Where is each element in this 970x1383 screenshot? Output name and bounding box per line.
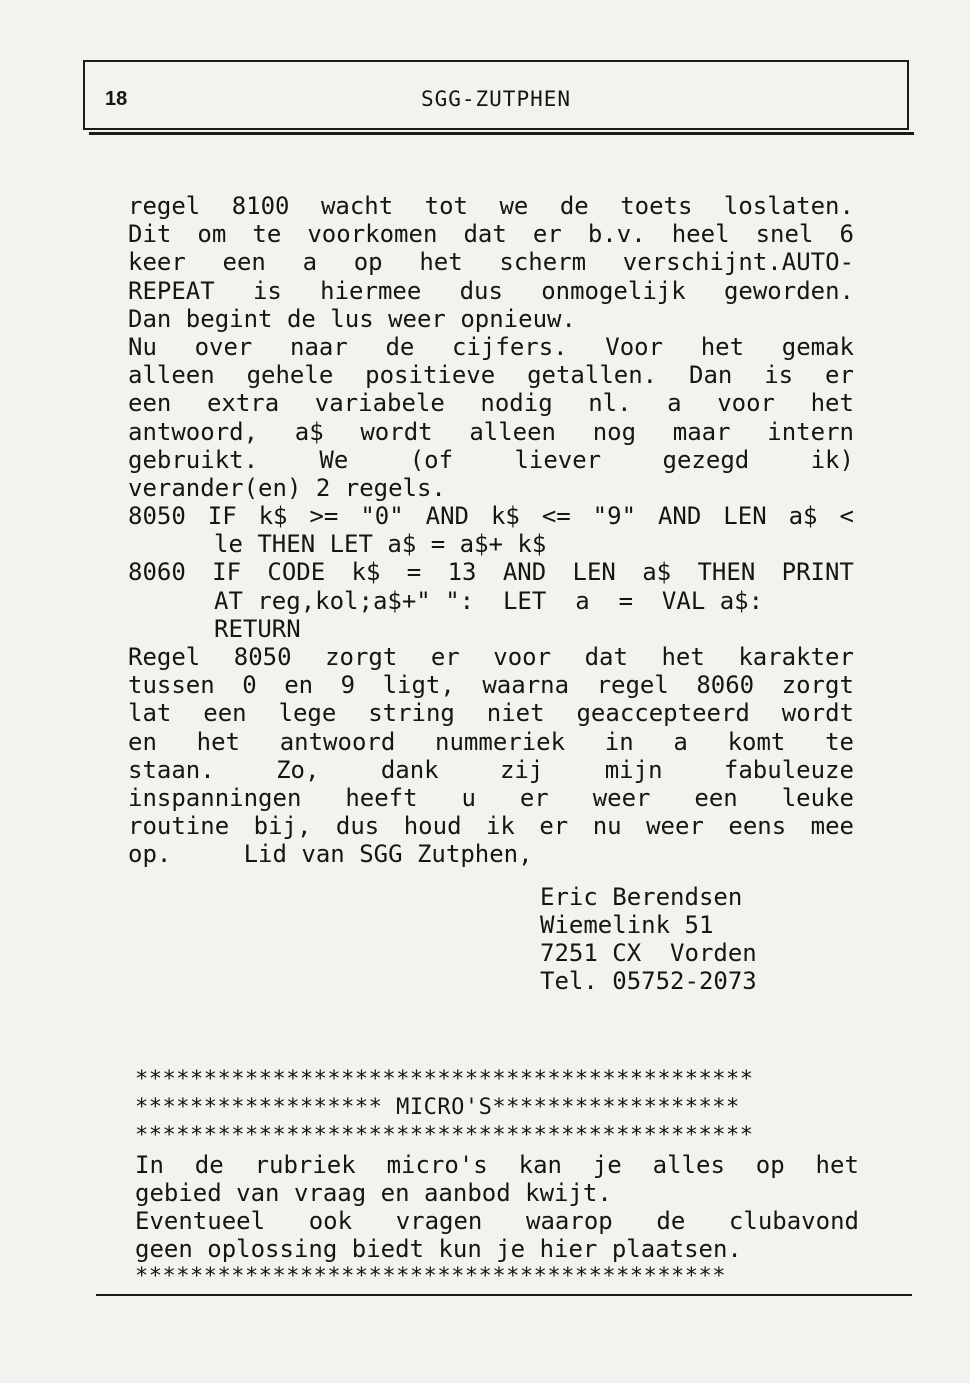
word: over — [194, 332, 253, 361]
word: verschijnt.AUTO- — [622, 248, 854, 277]
word: Voor — [605, 332, 664, 361]
word: cijfers. — [452, 332, 568, 361]
word: In — [135, 1150, 164, 1179]
word: tot — [424, 192, 469, 220]
word: komt — [727, 727, 786, 756]
word: 6 — [839, 220, 854, 249]
word: 8050 — [233, 643, 292, 671]
word: alleen — [469, 417, 557, 446]
word: antwoord, — [128, 417, 259, 446]
word: Eventueel — [135, 1206, 266, 1235]
code-token: CODE — [267, 558, 326, 587]
micros-line: geen oplossing biedt kun je hier plaatsen. — [135, 1235, 742, 1264]
word: tussen — [128, 671, 215, 700]
code-token: AND — [502, 558, 547, 587]
word: kan — [518, 1150, 562, 1179]
code-token: 8050 — [128, 502, 186, 531]
word: ik — [485, 812, 515, 841]
word: het — [419, 248, 463, 277]
word: rubriek — [254, 1150, 356, 1179]
word: houd — [403, 812, 462, 841]
text-line — [128, 192, 854, 220]
word: lege — [278, 699, 337, 728]
word: getallen. — [527, 361, 658, 390]
signature-block — [128, 883, 854, 996]
word: geaccepteerd — [576, 699, 750, 728]
code-token: IF — [207, 502, 237, 531]
code-token: IF — [212, 558, 242, 587]
word: te — [825, 727, 854, 756]
word: vragen — [395, 1206, 483, 1235]
word: eens — [728, 812, 787, 841]
word: de — [559, 192, 589, 220]
word: intern — [767, 417, 854, 446]
word: nummeriek — [435, 727, 566, 756]
text-line: verander(en) 2 regels. — [128, 473, 446, 502]
micros-section — [135, 1066, 859, 1292]
word: (of — [409, 445, 454, 474]
author-phone: Tel. 05752-2073 — [540, 967, 757, 996]
text-line — [128, 756, 854, 784]
word: voor — [717, 389, 775, 418]
code-token: PRINT — [781, 558, 854, 587]
word: inspanningen — [128, 783, 302, 812]
word: b.v. — [587, 220, 646, 249]
micros-text — [135, 1151, 859, 1264]
word: gehele — [246, 361, 334, 390]
word: is — [764, 361, 794, 390]
word: dat — [584, 643, 628, 671]
word: 9 — [340, 671, 356, 700]
text-line — [128, 699, 854, 727]
word: loslaten. — [723, 192, 854, 220]
word: bij, — [253, 812, 312, 841]
section-heading-micros: ****************** MICRO'S****************** — [135, 1095, 740, 1121]
word: extra — [206, 389, 280, 418]
word: we — [499, 192, 529, 220]
code-token: 13 — [447, 558, 477, 587]
word: nog — [592, 417, 637, 446]
code-token: "0" — [360, 502, 404, 531]
word: ligt, — [382, 671, 455, 700]
text-line — [128, 220, 854, 248]
word: nl. — [588, 389, 632, 418]
code-continuation: RETURN — [214, 614, 301, 643]
code-listing — [128, 502, 854, 643]
word: fabuleuze — [723, 755, 854, 784]
word: te — [252, 220, 282, 249]
word: om — [197, 220, 227, 249]
micros-line — [135, 1207, 859, 1235]
text-line: Dan begint de lus weer opnieuw. — [128, 304, 576, 333]
code-token: THEN — [697, 558, 756, 587]
word: alleen — [128, 361, 215, 390]
code-token: >= — [309, 502, 339, 531]
text-line — [128, 446, 854, 474]
word: micro's — [386, 1150, 488, 1179]
word: Regel — [128, 643, 201, 671]
word: a — [673, 727, 688, 756]
word: een — [128, 389, 172, 418]
code-token: a$ — [788, 502, 818, 531]
code-line — [128, 502, 854, 530]
word: voor — [493, 643, 552, 671]
author-city: 7251 CX Vorden — [540, 938, 757, 967]
word: Dan — [689, 361, 733, 390]
word: a$ — [294, 417, 324, 446]
text-line — [128, 277, 854, 305]
word: positieve — [365, 361, 496, 390]
word: string — [368, 699, 455, 728]
word: de — [656, 1206, 686, 1235]
word: de — [385, 332, 415, 361]
paragraph-autorepeat — [128, 192, 854, 333]
word: 8060 — [696, 671, 755, 700]
word: lat — [128, 699, 172, 728]
word: liever — [514, 445, 602, 474]
star-divider-top: ********************************************* — [135, 1067, 754, 1092]
word: hiermee — [320, 276, 422, 305]
word: gezegd — [662, 445, 750, 474]
word: regel — [596, 671, 669, 700]
word: de — [194, 1150, 224, 1179]
word: heeft — [345, 783, 418, 812]
word: er — [532, 220, 562, 249]
star-divider-middle: ********************************************* — [135, 1123, 754, 1149]
word: staan. — [128, 755, 215, 784]
text-line — [128, 643, 854, 671]
word: een — [203, 699, 247, 728]
word: nu — [592, 812, 622, 841]
word: onmogelijk — [541, 276, 686, 305]
word: en — [128, 727, 157, 756]
word: naar — [290, 332, 348, 361]
word: op — [755, 1150, 785, 1179]
word: en — [284, 671, 314, 700]
word: zorgt — [781, 671, 854, 700]
word: ik) — [810, 445, 854, 474]
word: waarna — [482, 671, 570, 700]
word: REPEAT — [128, 276, 215, 305]
text-line — [128, 812, 854, 840]
word: er — [825, 361, 854, 390]
word: clubavond — [728, 1206, 859, 1235]
word: een — [222, 248, 266, 277]
word: er — [539, 812, 569, 841]
code-continuation: AT reg,kol;a$+" ": LET a = VAL a$: — [214, 586, 764, 615]
code-token: 8060 — [128, 558, 186, 587]
word: in — [604, 727, 634, 756]
code-token: k$ — [351, 558, 381, 587]
word: zij — [499, 755, 544, 784]
word: routine — [128, 812, 230, 841]
word: nodig — [480, 389, 553, 418]
code-token: k$ — [258, 502, 288, 531]
word: alles — [652, 1150, 725, 1179]
code-token: AND — [425, 502, 469, 531]
word: weer — [592, 783, 651, 812]
word: We — [319, 445, 349, 474]
word: het — [661, 643, 705, 671]
text-line — [128, 671, 854, 699]
author-name: Eric Berendsen — [540, 882, 743, 911]
micros-line: gebied van vraag en aanbod kwijt. — [135, 1178, 612, 1207]
word: snel — [755, 220, 814, 249]
text-line — [128, 389, 854, 417]
word: het — [700, 332, 745, 361]
star-divider-bottom: ******************************************* — [135, 1264, 727, 1290]
word: a — [667, 389, 682, 418]
code-continuation: le THEN LET a$ = a$+ k$ — [214, 530, 547, 559]
word: heel — [671, 220, 730, 249]
word: mee — [810, 812, 854, 841]
code-token: a$ — [642, 558, 672, 587]
text-line — [128, 361, 854, 389]
code-token: LEN — [572, 558, 616, 587]
text-line — [128, 248, 854, 276]
code-token: <= — [541, 502, 571, 531]
word: u — [461, 783, 476, 812]
word: weer — [646, 812, 704, 841]
footer-rule — [96, 1294, 912, 1296]
word: voorkomen — [307, 220, 438, 249]
word: is — [252, 276, 282, 305]
newsletter-title: SGG-ZUTPHEN — [420, 87, 572, 111]
article-body — [128, 192, 854, 995]
word: het — [815, 1150, 859, 1179]
word: waarop — [526, 1206, 613, 1235]
code-token: "9" — [592, 502, 637, 531]
page-header — [83, 60, 909, 130]
paragraph-explanation — [128, 643, 854, 869]
word: gemak — [781, 332, 854, 361]
text-line: op. Lid van SGG Zutphen, — [128, 840, 533, 869]
word: toets — [620, 192, 693, 220]
word: wordt — [781, 699, 854, 728]
word: a — [302, 248, 318, 277]
word: variabele — [314, 389, 445, 418]
micros-line — [135, 1151, 859, 1179]
word: Dit — [128, 220, 172, 249]
word: je — [592, 1150, 622, 1179]
code-line — [128, 558, 854, 586]
word: dus — [335, 812, 380, 841]
word: er — [519, 783, 549, 812]
text-line — [128, 784, 854, 812]
word: mijn — [604, 755, 663, 784]
author-street: Wiemelink 51 — [540, 910, 714, 939]
word: een — [694, 783, 738, 812]
word: Nu — [128, 332, 157, 361]
word: dank — [380, 755, 439, 784]
word: er — [430, 643, 460, 671]
text-line — [128, 418, 854, 446]
code-token: < — [839, 502, 854, 531]
text-line — [128, 728, 854, 756]
word: op — [353, 248, 383, 277]
code-token: LEN — [723, 502, 767, 531]
word: maar — [672, 417, 731, 446]
word: het — [196, 727, 240, 756]
paragraph-digits — [128, 333, 854, 502]
word: niet — [486, 699, 545, 728]
word: leuke — [781, 783, 854, 812]
code-token: k$ — [490, 502, 520, 531]
word: Zo, — [276, 755, 320, 784]
word: zorgt — [325, 643, 398, 671]
word: wacht — [320, 192, 394, 220]
word: scherm — [499, 248, 587, 277]
word: keer — [128, 248, 186, 277]
word: dus — [459, 276, 503, 305]
word: geworden. — [723, 276, 854, 305]
word: het — [810, 389, 854, 418]
code-token: AND — [657, 502, 702, 531]
word: 8100 — [231, 192, 290, 220]
word: antwoord — [279, 727, 396, 756]
word: wordt — [360, 417, 433, 446]
word: dat — [463, 220, 507, 249]
word: gebruikt. — [128, 445, 259, 474]
word: 0 — [242, 671, 257, 700]
word: karakter — [738, 643, 854, 671]
code-token: = — [406, 558, 422, 587]
page-number: 18 — [105, 88, 128, 110]
word: regel — [128, 192, 201, 220]
text-line — [128, 333, 854, 361]
word: ook — [308, 1206, 353, 1235]
